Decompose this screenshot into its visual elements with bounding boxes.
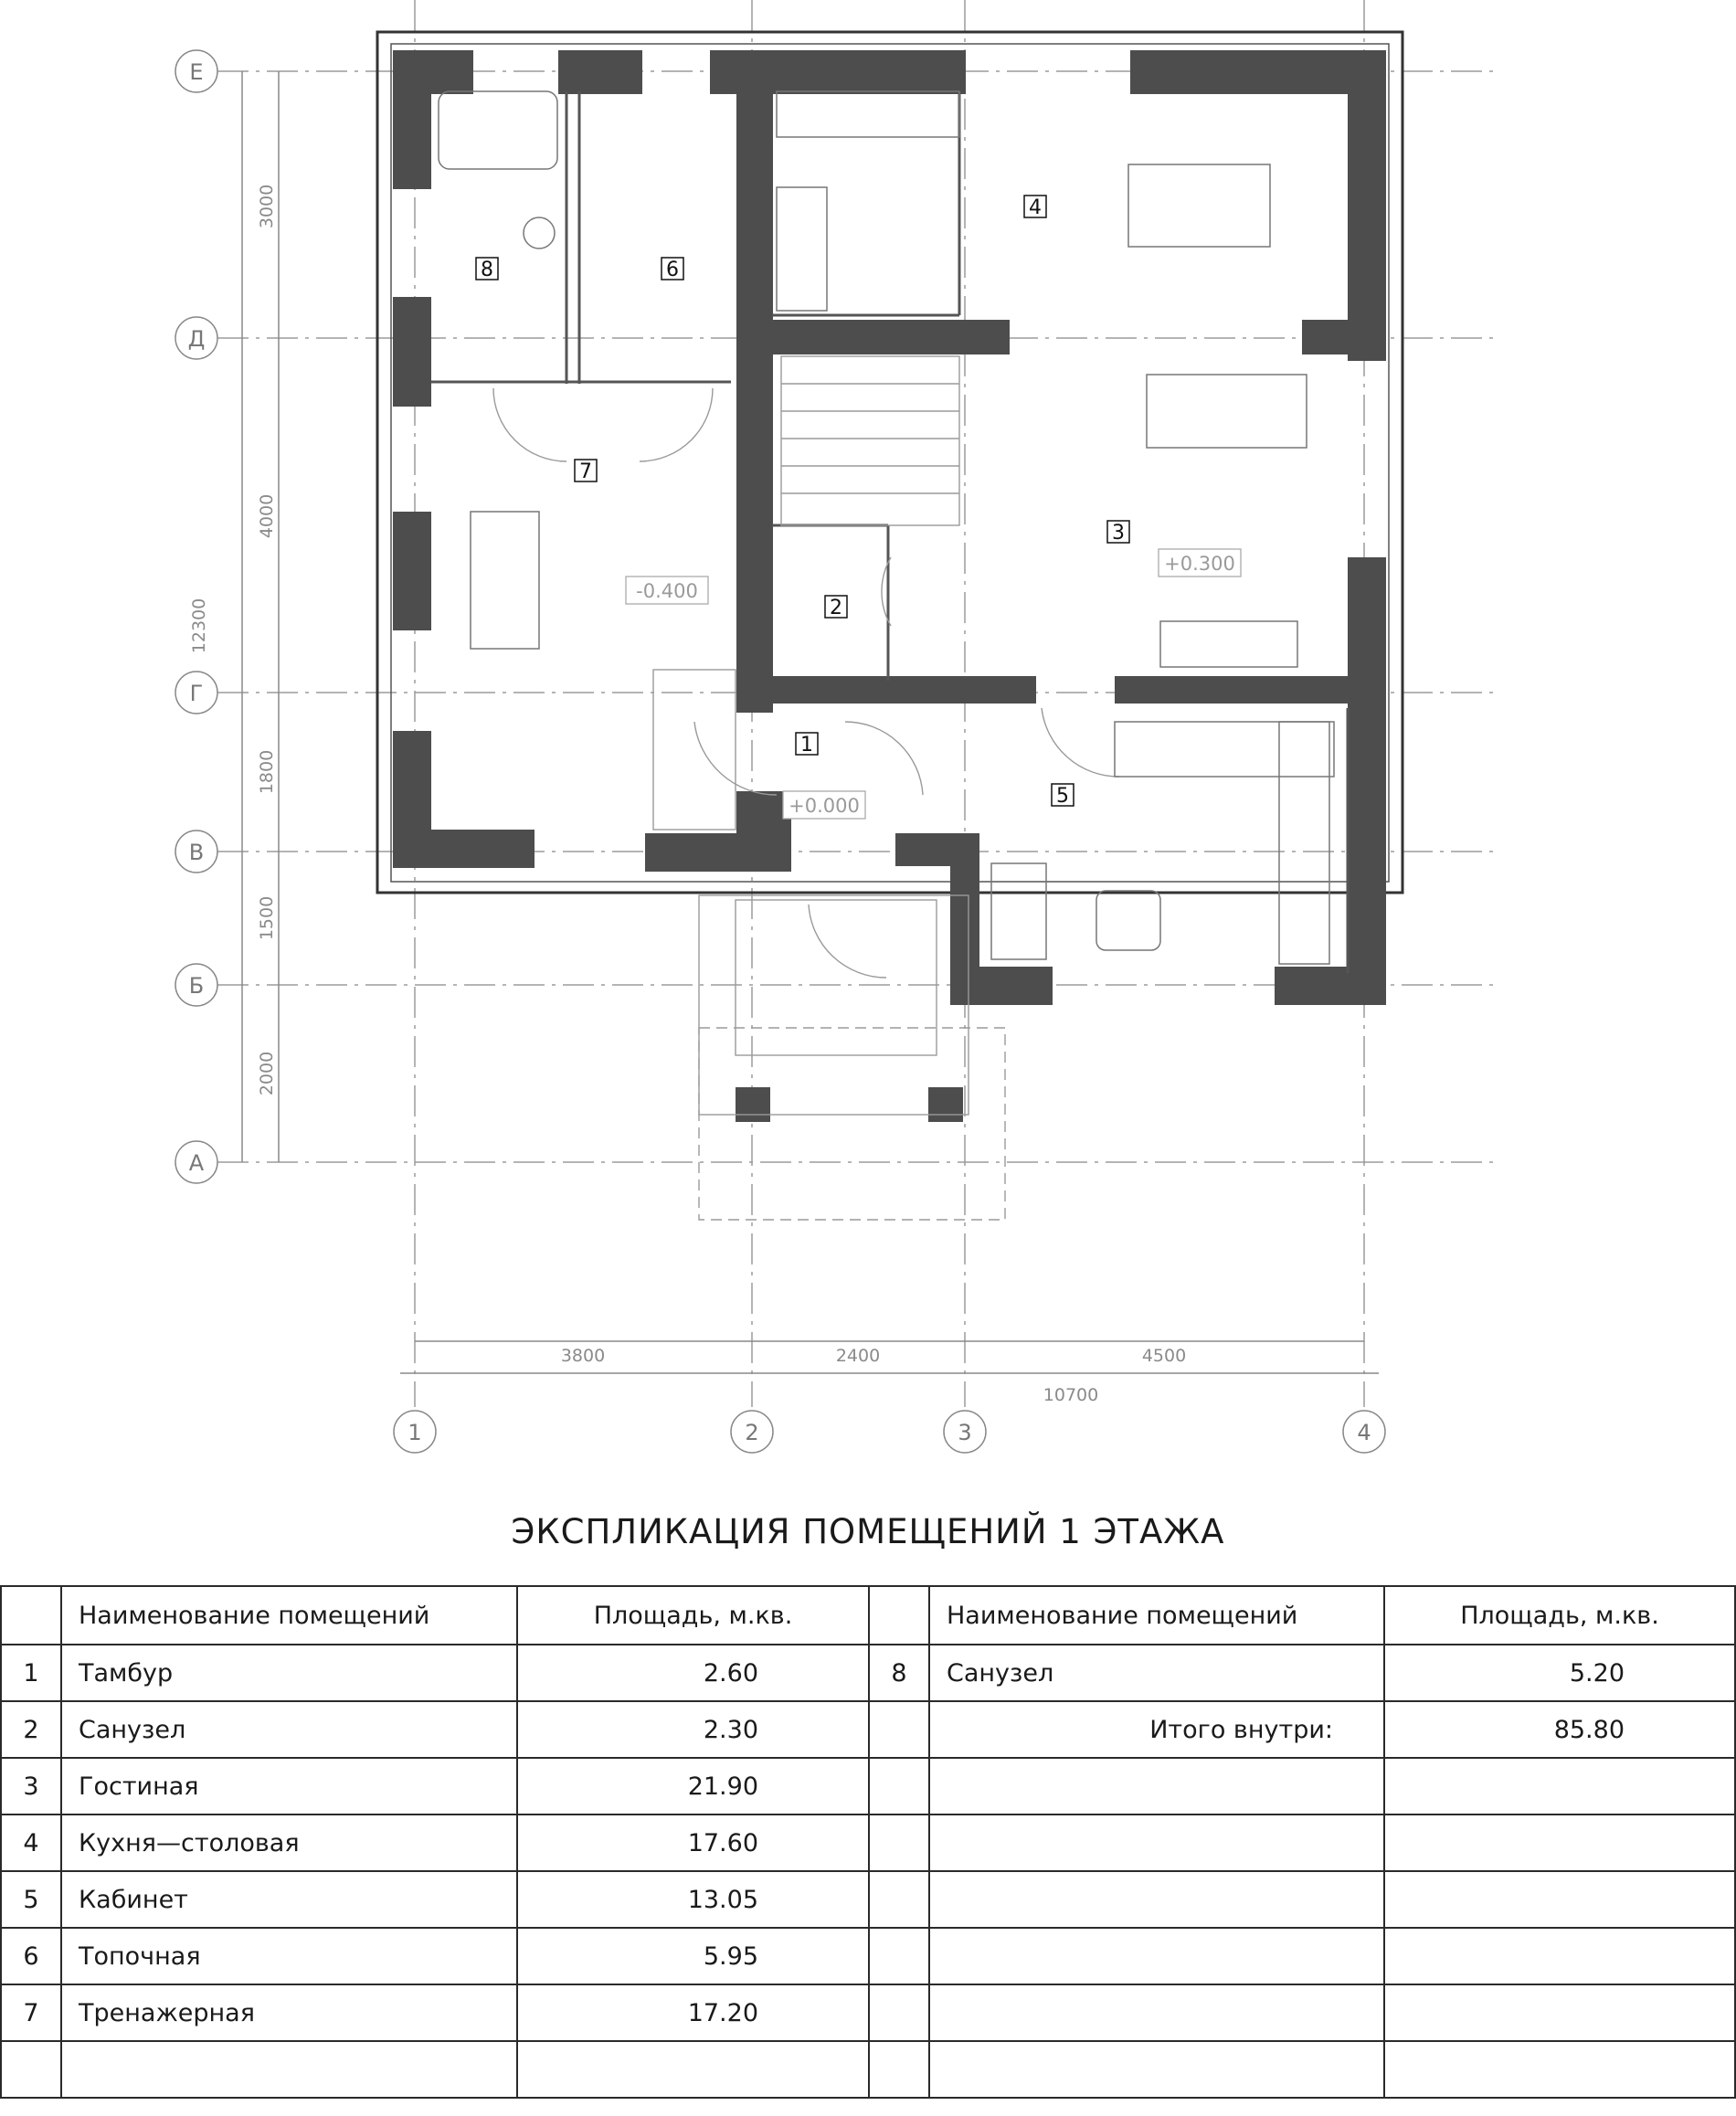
explication-title: ЭКСПЛИКАЦИЯ ПОМЕЩЕНИЙ 1 ЭТАЖА <box>511 1512 1225 1551</box>
room-label-4: 4 <box>1029 196 1042 219</box>
room-label-1: 1 <box>800 734 813 756</box>
axis-label-a: А <box>188 1150 205 1176</box>
empty-cell <box>1384 1814 1735 1871</box>
row-name: Санузел <box>61 1701 517 1758</box>
row-num: 1 <box>1 1645 61 1701</box>
axis-label-v: В <box>188 840 205 865</box>
axis-label-2: 2 <box>745 1420 759 1445</box>
row-area: 13.05 <box>517 1871 869 1928</box>
empty-cell <box>869 1984 929 2041</box>
total-label: Итого внутри: <box>929 1701 1384 1758</box>
table-row <box>1 1758 1735 1814</box>
empty-cell <box>517 2041 869 2098</box>
empty-cell <box>929 2041 1384 2098</box>
row-name: Санузел <box>929 1645 1384 1701</box>
axis-label-e: Е <box>189 59 204 85</box>
axis-label-g: Г <box>189 681 204 706</box>
row-name: Кухня—столовая <box>61 1814 517 1871</box>
row-area: 5.95 <box>517 1928 869 1984</box>
room-label-5: 5 <box>1056 785 1069 808</box>
empty-cell <box>929 1984 1384 2041</box>
empty-cell <box>929 1871 1384 1928</box>
horizontal-dimension-labels <box>561 1346 1186 1405</box>
dim-12300: 12300 <box>189 598 209 654</box>
axis-label-d: Д <box>187 326 206 352</box>
room-label-6: 6 <box>666 259 679 281</box>
axis-label-1: 1 <box>408 1420 422 1445</box>
empty-cell <box>869 1758 929 1814</box>
row-name: Гостиная <box>61 1758 517 1814</box>
table-row <box>1 1871 1735 1928</box>
row-area: 17.20 <box>517 1984 869 2041</box>
row-name: Тренажерная <box>61 1984 517 2041</box>
axis-label-3: 3 <box>958 1420 972 1445</box>
empty-cell <box>869 1871 929 1928</box>
empty-cell <box>1384 1758 1735 1814</box>
empty-cell <box>61 2041 517 2098</box>
explication-table <box>0 1585 1736 2099</box>
row-num: 6 <box>1 1928 61 1984</box>
empty-cell <box>929 1928 1384 1984</box>
row-num: 3 <box>1 1758 61 1814</box>
empty-cell <box>869 1701 929 1758</box>
dim-2000: 2000 <box>257 1051 277 1096</box>
empty-cell <box>1384 2041 1735 2098</box>
row-area: 5.20 <box>1384 1645 1735 1701</box>
total-value: 85.80 <box>1384 1701 1735 1758</box>
header-area-right: Площадь, м.кв. <box>1384 1586 1735 1645</box>
level-label-plus-0-000: +0.000 <box>789 795 860 817</box>
row-num: 2 <box>1 1701 61 1758</box>
table-row <box>1 2041 1735 2098</box>
header-name-right: Наименование помещений <box>929 1586 1384 1645</box>
axis-markers-numbers <box>394 1411 1385 1453</box>
empty-cell <box>929 1814 1384 1871</box>
table-row <box>1 1984 1735 2041</box>
row-name: Тамбур <box>61 1645 517 1701</box>
table-row <box>1 1814 1735 1871</box>
room-label-8: 8 <box>481 259 493 281</box>
room-label-2: 2 <box>830 597 842 619</box>
dim-1800: 1800 <box>257 749 277 795</box>
row-num: 7 <box>1 1984 61 2041</box>
header-name-left: Наименование помещений <box>61 1586 517 1645</box>
header-area-left: Площадь, м.кв. <box>517 1586 869 1645</box>
empty-cell <box>929 1758 1384 1814</box>
dim-3000: 3000 <box>257 184 277 229</box>
header-num-left <box>1 1586 61 1645</box>
table-header-row <box>1 1586 1735 1645</box>
row-num: 4 <box>1 1814 61 1871</box>
dim-4500: 4500 <box>1141 1346 1187 1366</box>
empty-cell <box>1384 1984 1735 2041</box>
partition-walls <box>431 91 1348 973</box>
row-name: Топочная <box>61 1928 517 1984</box>
room-number-labels <box>481 196 1125 808</box>
empty-cell <box>1 2041 61 2098</box>
row-num: 5 <box>1 1871 61 1928</box>
level-label-plus-0-300: +0.300 <box>1164 553 1235 575</box>
empty-cell <box>1384 1928 1735 1984</box>
outer-walls <box>377 32 1403 893</box>
axis-label-b: Б <box>188 973 205 999</box>
row-num: 8 <box>869 1645 929 1701</box>
dim-3800: 3800 <box>560 1346 606 1366</box>
table-row <box>1 1928 1735 1984</box>
dim-1500: 1500 <box>257 895 277 941</box>
empty-cell <box>869 2041 929 2098</box>
row-name: Кабинет <box>61 1871 517 1928</box>
room-label-7: 7 <box>579 460 592 483</box>
axis-number-labels <box>408 1420 1371 1445</box>
table-row <box>1 1645 1735 1701</box>
furniture <box>439 91 1334 964</box>
row-area: 17.60 <box>517 1814 869 1871</box>
header-num-right <box>869 1586 929 1645</box>
room-label-3: 3 <box>1112 522 1125 545</box>
dim-10700: 10700 <box>1043 1385 1099 1405</box>
axis-label-4: 4 <box>1357 1420 1371 1445</box>
dim-4000: 4000 <box>257 493 277 539</box>
row-area: 21.90 <box>517 1758 869 1814</box>
empty-cell <box>1384 1871 1735 1928</box>
row-area: 2.60 <box>517 1645 869 1701</box>
empty-cell <box>869 1928 929 1984</box>
empty-cell <box>869 1814 929 1871</box>
table-row <box>1 1701 1735 1758</box>
row-area: 2.30 <box>517 1701 869 1758</box>
level-label-minus-0-400: -0.400 <box>636 580 698 602</box>
room-number-boxes <box>476 196 1129 806</box>
dim-2400: 2400 <box>835 1346 881 1366</box>
doors-and-stairs <box>493 356 1119 1220</box>
